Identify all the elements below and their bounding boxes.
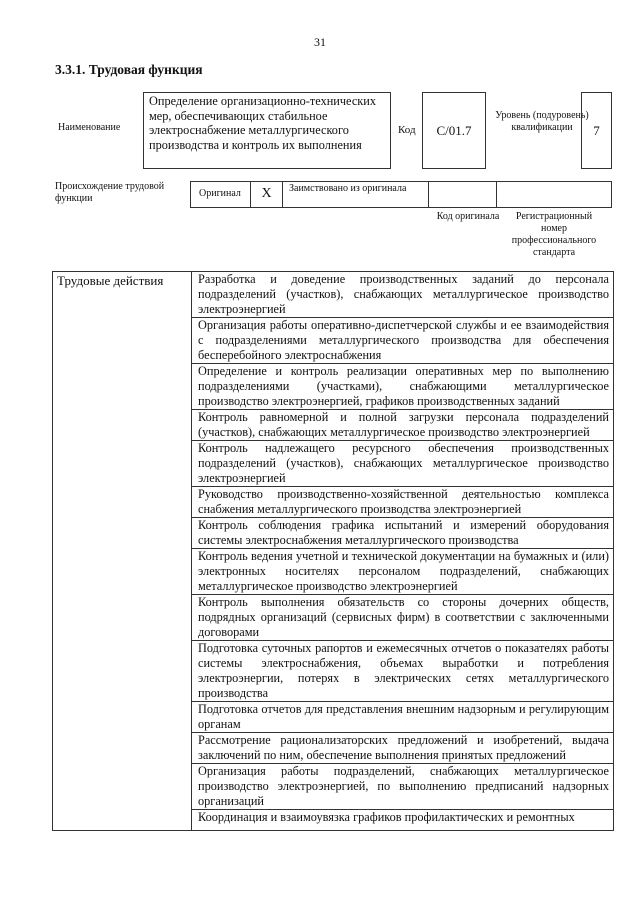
code-original-label: Код оригинала — [436, 211, 500, 222]
level-value: 7 — [581, 92, 612, 169]
code-value: C/01.7 — [422, 92, 486, 169]
action-item: Контроль ведения учетной и технической документации на бумажных и (или) электронных носителях персоналом подразделений, снабжающих металлургическое производство электроэнергией — [192, 549, 613, 595]
action-item: Контроль выполнения обязательств со стороны дочерних обществ, подрядных организаций (сервисных фирм) в соответствии с заключенными договорами — [192, 595, 613, 641]
code-original-cell — [429, 182, 497, 207]
original-mark: X — [251, 182, 283, 207]
action-item: Контроль соблюдения графика испытаний и измерений оборудования системы электроснабжения металлургического производства — [192, 518, 613, 549]
action-item: Контроль равномерной и полной загрузки персонала подразделений (участков), снабжающих металлургическое производство электроэнергией — [192, 410, 613, 441]
function-name: Определение организационно-технических мер, обеспечивающих стабильное электроснабжение металлургического производства и контроль их выполнения — [143, 92, 391, 169]
name-label: Наименование — [58, 122, 121, 133]
original-label: Оригинал — [191, 182, 251, 207]
action-item: Разработка и доведение производственных заданий до персонала подразделений (участков), снабжающих металлургическое производство электроэнергией — [192, 272, 613, 318]
action-item: Организация работы оперативно-диспетчерской службы и ее взаимодействия с подразделениями металлургического производства для обеспечения бесперебойного электроснабжения — [192, 318, 613, 364]
reg-number-label: Регистрационный номер профессионального стандарта — [511, 211, 597, 258]
actions-list — [192, 272, 613, 825]
code-label: Код — [398, 124, 416, 136]
action-item: Подготовка суточных рапортов и ежемесячных отчетов о показателях работы системы электроснабжения, объемах выработки и потребления электроэнергии, потерях в электрических сетях металлургического производства — [192, 641, 613, 702]
action-item: Координация и взаимоувязка графиков профилактических и ремонтных — [198, 810, 575, 824]
actions-header: Трудовые действия — [53, 272, 192, 830]
action-item: Организация работы подразделений, снабжающих металлургическое производство электроэнергией, по выполнению предписаний надзорных организаций — [192, 764, 613, 810]
action-item: Рассмотрение рационализаторских предложений и изобретений, выдача заключений по ним, обеспечение выполнения принятых предложений — [192, 733, 613, 764]
action-item: Руководство производственно-хозяйственной деятельностью комплекса снабжения металлургического производства электроэнергией — [192, 487, 613, 518]
labor-actions-table — [52, 271, 614, 831]
level-label: Уровень (подуровень) квалификации — [495, 110, 589, 133]
action-item: Определение и контроль реализации оперативных мер по выполнению подразделениями (участками), снабжающими металлургическое производство электроэнергией, графиков производственных заданий — [192, 364, 613, 410]
page-number: 31 — [314, 35, 326, 49]
section-title: 3.3.1. Трудовая функция — [55, 62, 203, 77]
action-item: Подготовка отчетов для представления внешним надзорным и регулирующим органам — [192, 702, 613, 733]
borrowed-label: Заимствовано из оригинала — [283, 182, 429, 207]
origin-row — [190, 181, 612, 208]
origin-label: Происхождение трудовой функции — [55, 181, 165, 204]
action-item: Контроль надлежащего ресурсного обеспечения производственных подразделений (участков), снабжающих металлургическое производство электроэнергией — [192, 441, 613, 487]
